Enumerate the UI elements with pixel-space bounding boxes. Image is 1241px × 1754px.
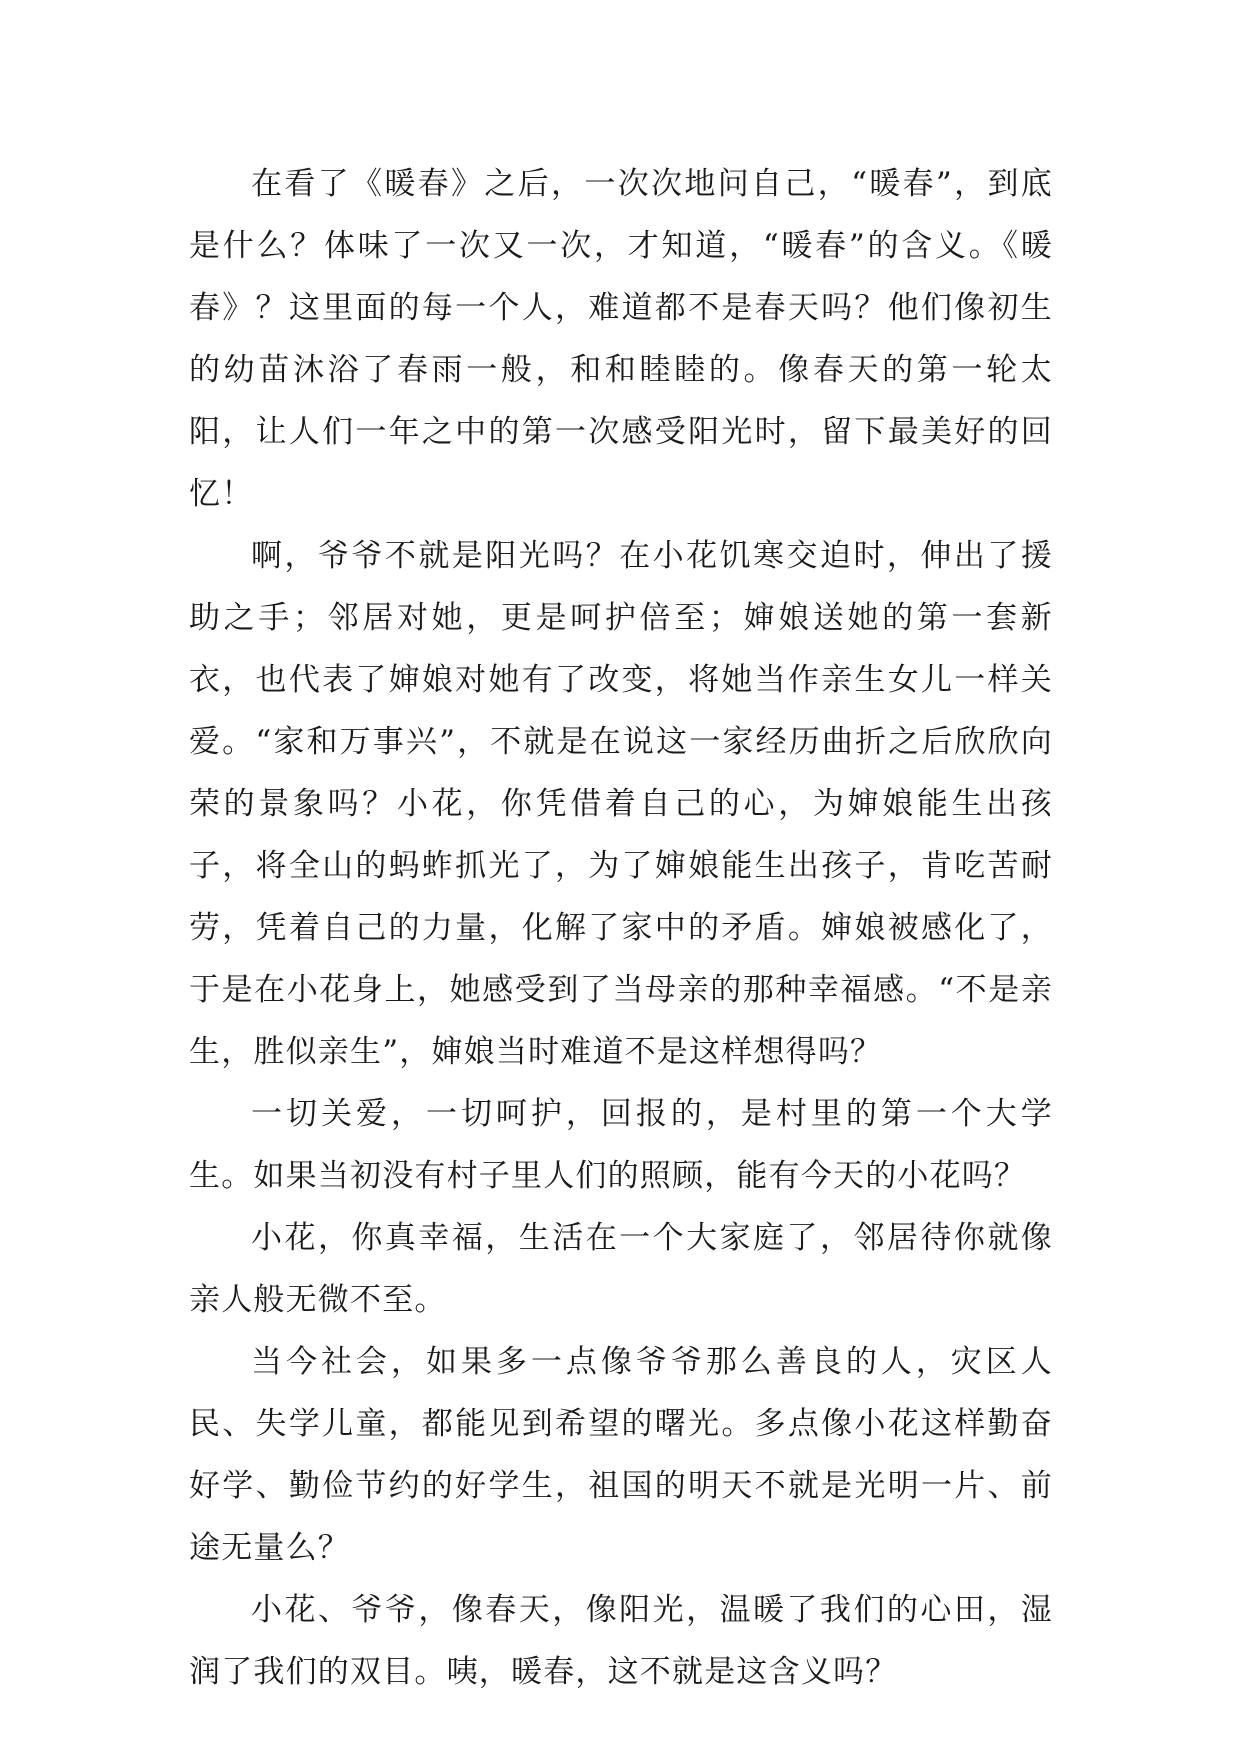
paragraph-3: 一切关爱，一切呵护，回报的，是村里的第一个大学生。如果当初没有村子里人们的照顾，能有今天的小花吗？ [189, 1096, 1053, 1194]
paragraph-5: 当今社会，如果多一点像爷爷那么善良的人，灾区人民、失学儿童，都能见到希望的曙光。多点像小花这样勤奋好学、勤俭节约的好学生，祖国的明天不就是光明一片、前途无量么？ [189, 1344, 1053, 1566]
paragraph-6: 小花、爷爷，像春天，像阳光，温暖了我们的心田，湿润了我们的双目。咦，暖春，这不就是这含义吗？ [189, 1592, 1053, 1690]
paragraph-4: 小花，你真幸福，生活在一个大家庭了，邻居待你就像亲人般无微不至。 [189, 1220, 1053, 1318]
essay-body [189, 153, 1053, 1703]
paragraph-1: 在看了《暖春》之后，一次次地问自己，“暖春”，到底是什么？体味了一次又一次，才知道，“暖春”的含义。《暖春》？这里面的每一个人，难道都不是春天吗？他们像初生的幼苗沐浴了春雨一般，和和睦睦的。像春天的第一轮太阳，让人们一年之中的第一次感受阳光时，留下最美好的回忆！ [189, 166, 1053, 512]
paragraph-2: 啊，爷爷不就是阳光吗？在小花饥寒交迫时，伸出了援助之手；邻居对她，更是呵护倍至；婶娘送她的第一套新衣，也代表了婶娘对她有了改变，将她当作亲生女儿一样关爱。“家和万事兴”，不就是在说这一家经历曲折之后欣欣向荣的景象吗？小花，你凭借着自己的心，为婶娘能生出孩子，将全山的蚂蚱抓光了，为了婶娘能生出孩子，肯吃苦耐劳，凭着自己的力量，化解了家中的矛盾。婶娘被感化了，于是在小花身上，她感受到了当母亲的那种幸福感。“不是亲生，胜似亲生”，婶娘当时难道不是这样想得吗？ [189, 538, 1053, 1070]
